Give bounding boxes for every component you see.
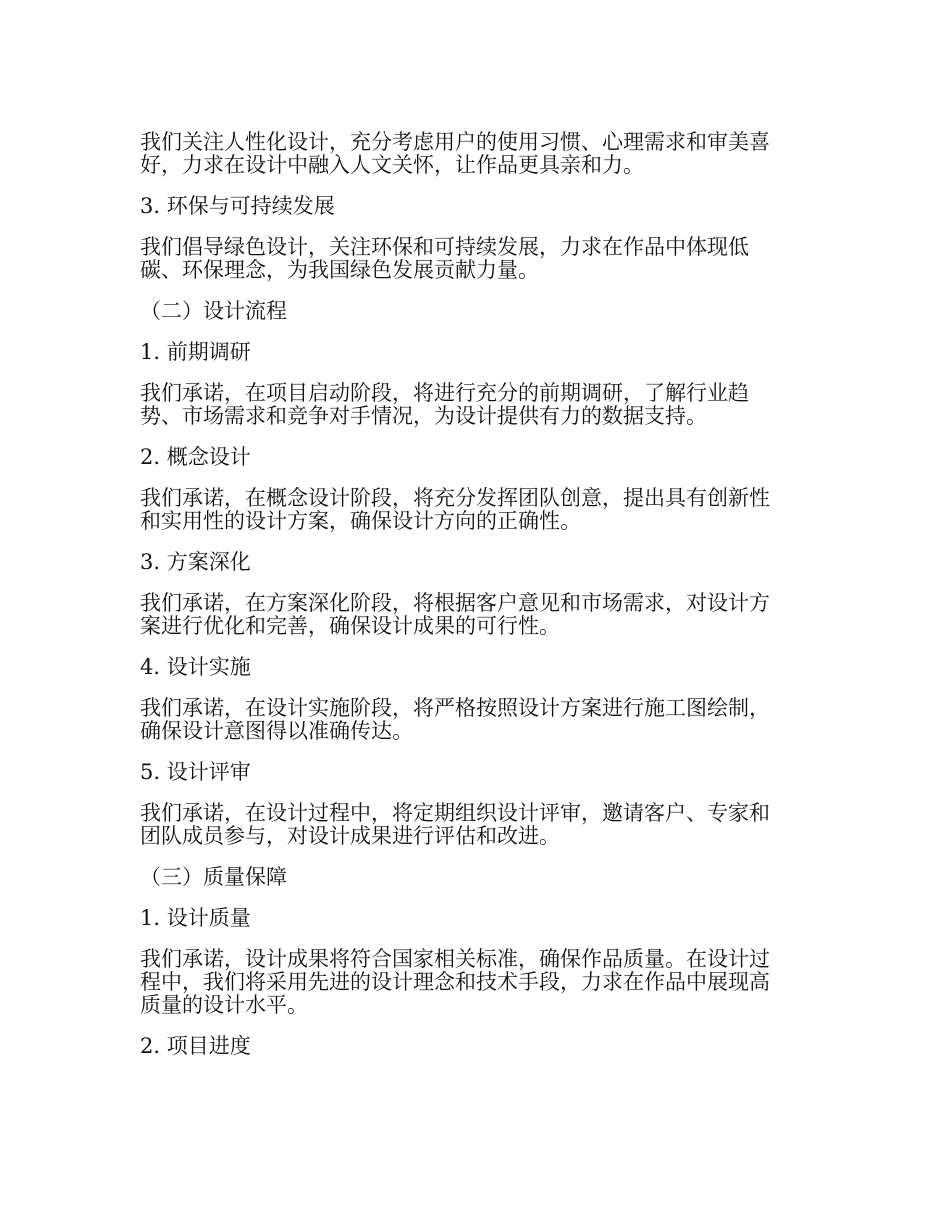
paragraph-line: 我们承诺，在设计实施阶段，将严格按照设计方案进行施工图绘制， bbox=[140, 696, 770, 720]
paragraph-line: 我们承诺，设计成果将符合国家相关标准，确保作品质量。在设计过 bbox=[140, 947, 770, 971]
paragraph-research bbox=[140, 382, 820, 428]
paragraph-deepening bbox=[140, 592, 820, 638]
paragraph-implementation bbox=[140, 697, 820, 743]
paragraph-line: 团队成员参与，对设计成果进行评估和改进。 bbox=[140, 824, 560, 848]
paragraph-line: 我们承诺，在设计过程中，将定期组织设计评审，邀请客户、专家和 bbox=[140, 801, 770, 825]
section-heading-design-process: （二）设计流程 bbox=[140, 299, 287, 323]
heading-environmental: 3. 环保与可持续发展 bbox=[140, 194, 335, 218]
heading-concept-design: 2. 概念设计 bbox=[140, 445, 251, 469]
paragraph-line: 和实用性的设计方案，确保设计方向的正确性。 bbox=[140, 509, 581, 533]
paragraph-line: 碳、环保理念，为我国绿色发展贡献力量。 bbox=[140, 258, 539, 282]
paragraph-line: 质量的设计水平。 bbox=[140, 993, 308, 1017]
heading-design-review: 5. 设计评审 bbox=[140, 760, 251, 784]
heading-project-progress: 2. 项目进度 bbox=[140, 1034, 251, 1058]
paragraph-quality bbox=[140, 948, 820, 1017]
paragraph-review bbox=[140, 802, 820, 848]
paragraph-line: 我们承诺，在项目启动阶段，将进行充分的前期调研，了解行业趋 bbox=[140, 381, 749, 405]
paragraph-line: 确保设计意图得以准确传达。 bbox=[140, 719, 413, 743]
paragraph-line: 好，力求在设计中融入人文关怀，让作品更具亲和力。 bbox=[140, 153, 644, 177]
paragraph-line: 我们承诺，在方案深化阶段，将根据客户意见和市场需求，对设计方 bbox=[140, 591, 770, 615]
paragraph-line: 我们关注人性化设计，充分考虑用户的使用习惯、心理需求和审美喜 bbox=[140, 130, 770, 154]
heading-design-quality: 1. 设计质量 bbox=[140, 906, 251, 930]
heading-design-implementation: 4. 设计实施 bbox=[140, 655, 251, 679]
heading-scheme-deepening: 3. 方案深化 bbox=[140, 550, 251, 574]
paragraph-concept bbox=[140, 487, 820, 533]
heading-preliminary-research: 1. 前期调研 bbox=[140, 340, 251, 364]
paragraph-line: 我们倡导绿色设计，关注环保和可持续发展，力求在作品中体现低 bbox=[140, 235, 749, 259]
paragraph-green-design bbox=[140, 236, 820, 282]
paragraph-humanized-design bbox=[140, 131, 820, 177]
paragraph-line: 程中，我们将采用先进的设计理念和技术手段，力求在作品中展现高 bbox=[140, 970, 770, 994]
document-body bbox=[140, 131, 820, 1058]
paragraph-line: 势、市场需求和竞争对手情况，为设计提供有力的数据支持。 bbox=[140, 404, 707, 428]
section-heading-quality-assurance: （三）质量保障 bbox=[140, 865, 287, 889]
paragraph-line: 案进行优化和完善，确保设计成果的可行性。 bbox=[140, 614, 560, 638]
paragraph-line: 我们承诺，在概念设计阶段，将充分发挥团队创意，提出具有创新性 bbox=[140, 486, 770, 510]
